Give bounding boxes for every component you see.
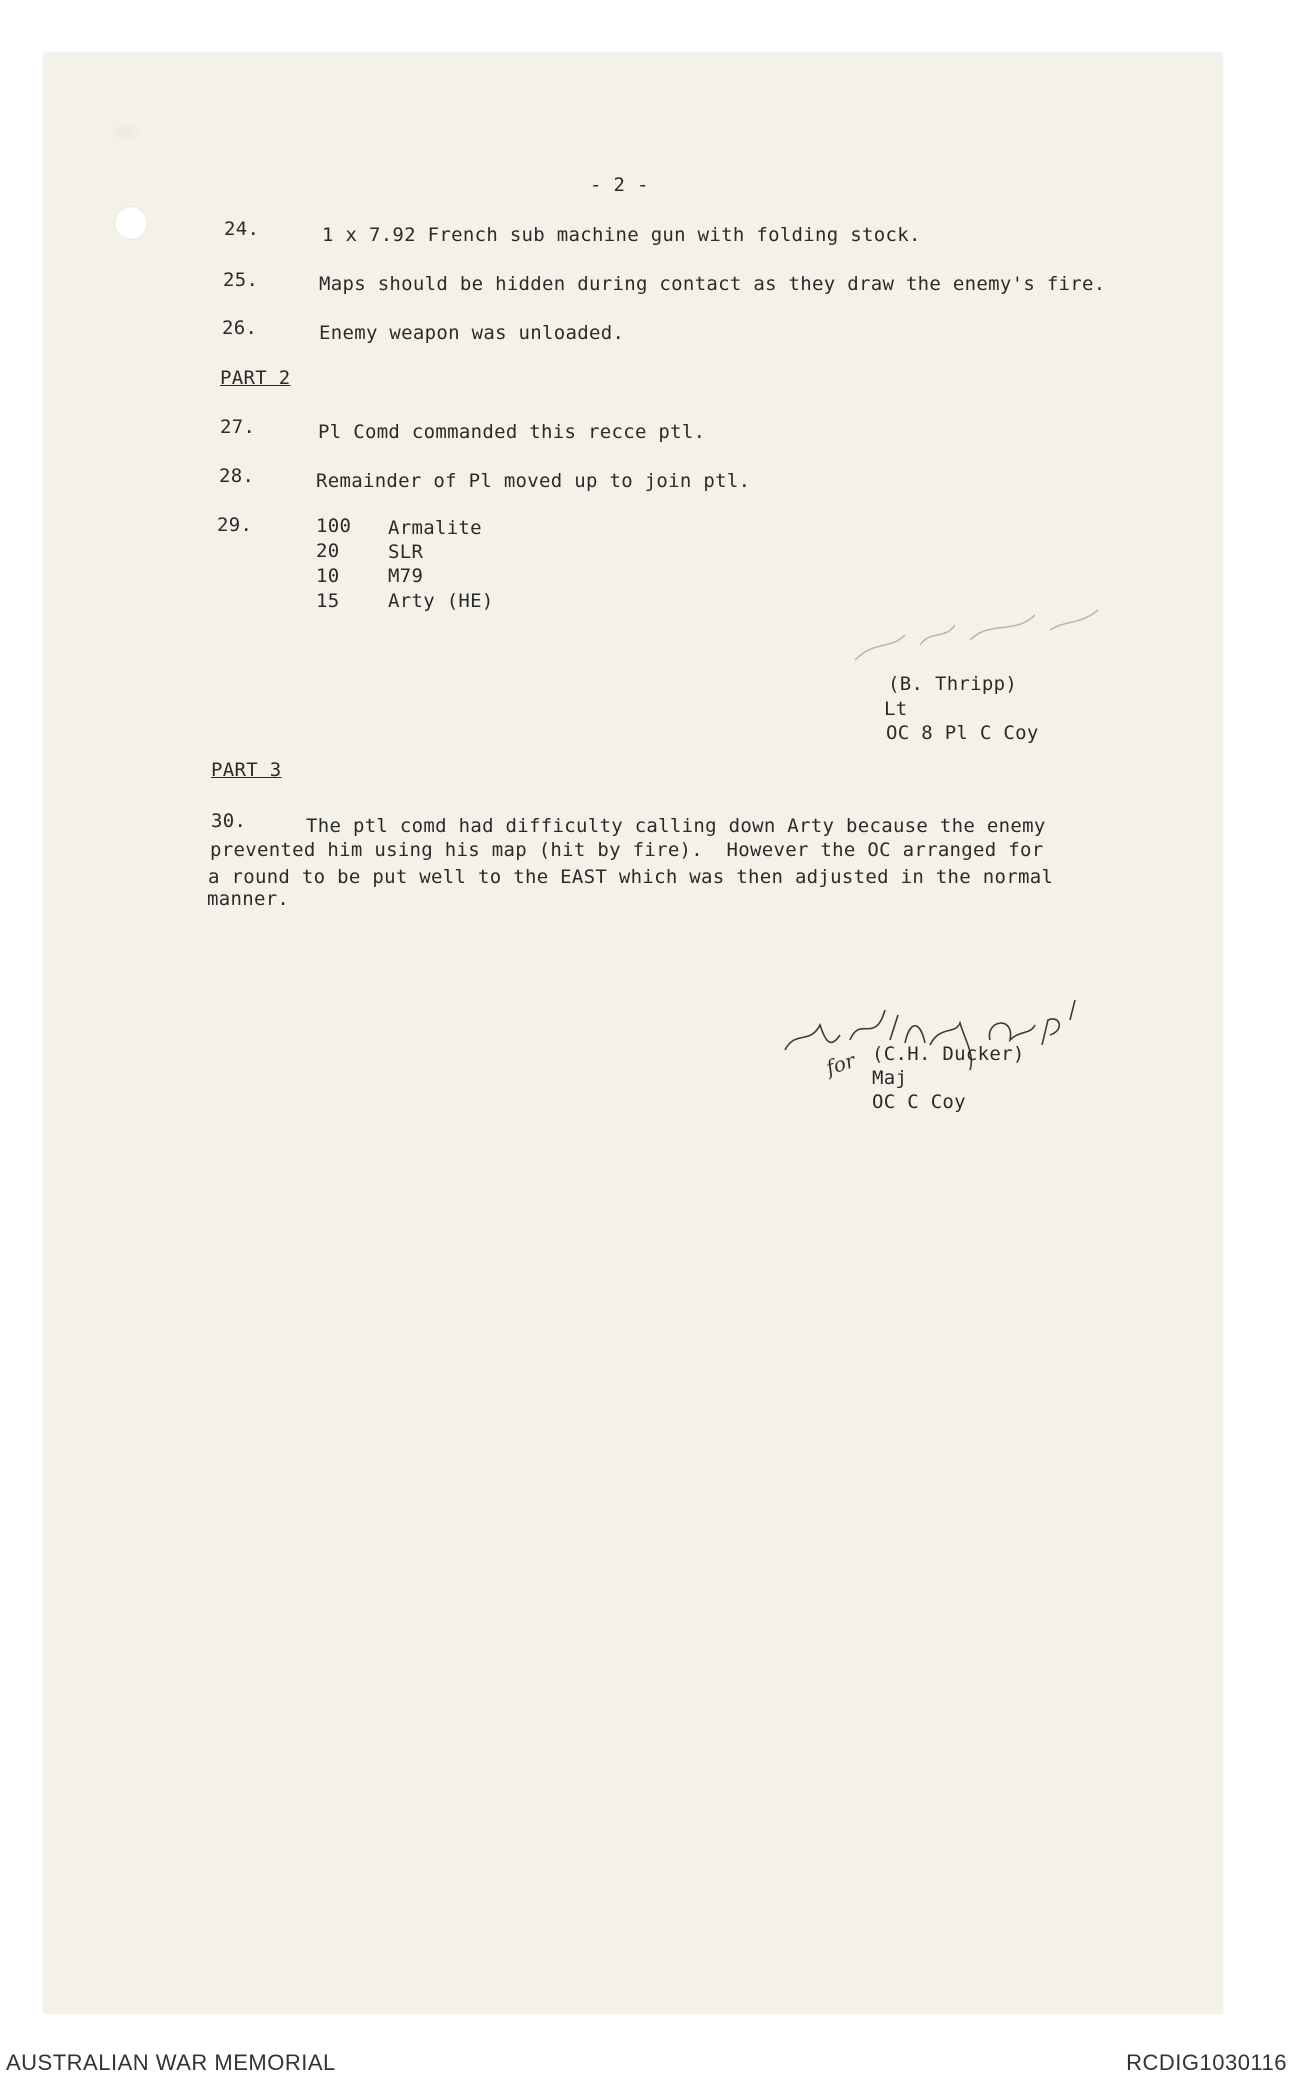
signature2-for-mark: for (823, 1048, 859, 1080)
ammo-qty-4: 15 (316, 590, 340, 612)
item-28-number: 28. (219, 465, 255, 487)
punch-hole (114, 206, 148, 240)
item-24-number: 24. (224, 218, 260, 240)
footer-item-id: RCDIG1030116 (1126, 2050, 1287, 2075)
item-30-number: 30. (211, 810, 247, 832)
item-30-line-3: a round to be put well to the EAST which was then adjusted in the normal (208, 866, 1054, 888)
ammo-type-2: SLR (388, 541, 424, 563)
emboss-mark (108, 120, 144, 144)
handwritten-signature-thripp (850, 600, 1110, 670)
item-30-line-1: The ptl comd had difficulty calling down Arty because the enemy (306, 815, 1046, 837)
item-25-text: Maps should be hidden during contact as they draw the enemy's fire. (319, 273, 1106, 295)
item-27-text: Pl Comd commanded this recce ptl. (318, 421, 706, 443)
signature2-appointment: OC C Coy (872, 1091, 966, 1113)
item-26-number: 26. (222, 317, 258, 339)
signature1-name: (B. Thripp) (888, 673, 1018, 695)
ammo-qty-3: 10 (316, 565, 340, 587)
signature2-rank: Maj (872, 1067, 908, 1089)
ammo-type-3: M79 (388, 565, 424, 587)
item-27-number: 27. (220, 416, 256, 438)
ammo-qty-2: 20 (316, 540, 340, 562)
ammo-type-1: Armalite (388, 517, 482, 539)
part-2-heading: PART 2 (220, 367, 291, 389)
item-24-text: 1 x 7.92 French sub machine gun with folding stock. (322, 224, 921, 246)
item-30-line-4: manner. (207, 888, 290, 910)
ammo-type-4: Arty (HE) (388, 590, 494, 612)
signature2-name: (C.H. Ducker) (872, 1043, 1025, 1065)
item-30-line-2: prevented him using his map (hit by fire). However the OC arranged for (210, 839, 1044, 861)
item-25-number: 25. (223, 269, 259, 291)
signature1-rank: Lt (884, 698, 908, 720)
footer-institution: AUSTRALIAN WAR MEMORIAL (6, 2050, 336, 2075)
part-3-heading: PART 3 (211, 759, 282, 781)
ammo-qty-1: 100 (316, 515, 352, 537)
item-26-text: Enemy weapon was unloaded. (319, 322, 625, 344)
signature1-appointment: OC 8 Pl C Coy (886, 722, 1039, 744)
item-28-text: Remainder of Pl moved up to join ptl. (316, 470, 751, 492)
item-29-number: 29. (217, 514, 253, 536)
page-number: - 2 - (590, 174, 649, 196)
handwritten-signature-tilley (780, 995, 1090, 1085)
